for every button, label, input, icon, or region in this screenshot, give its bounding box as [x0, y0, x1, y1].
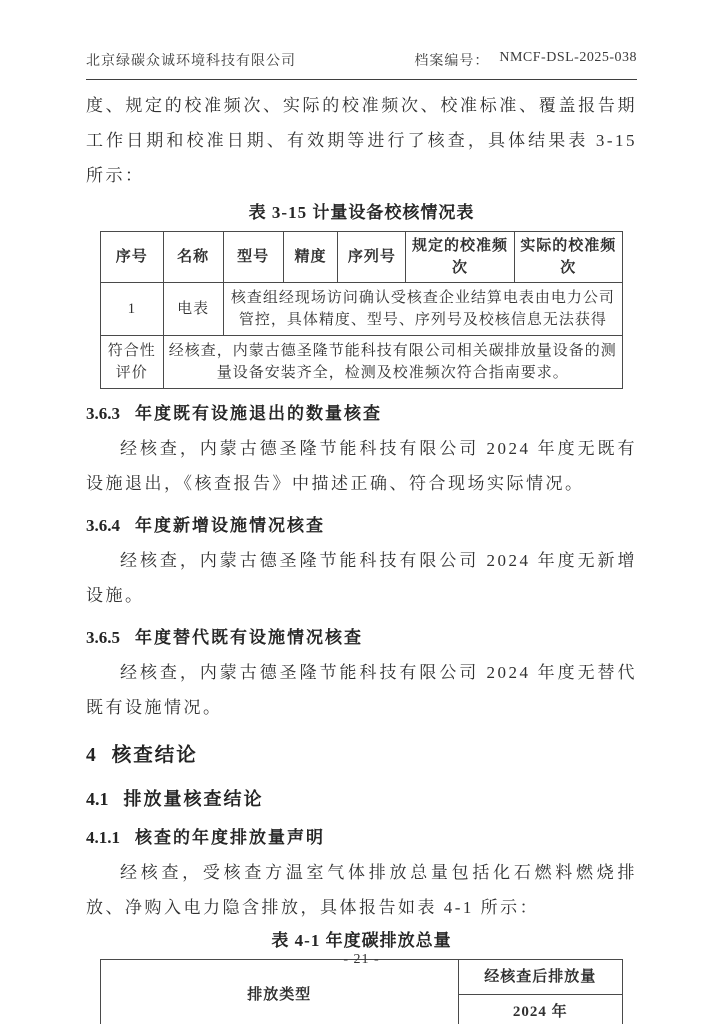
section-number: 3.6.3	[86, 404, 120, 423]
section-3-6-5-heading	[86, 623, 637, 653]
cell-conformity-label: 符合性评价	[101, 336, 164, 389]
archive-number-value: NMCF-DSL-2025-038	[499, 50, 637, 65]
section-4-1-1-heading	[86, 823, 637, 853]
section-3-6-3-heading	[86, 399, 637, 429]
archive-number	[414, 50, 637, 70]
page-number: - 21 -	[343, 952, 380, 967]
section-number: 3.6.4	[86, 516, 120, 535]
section-number: 4.1.1	[86, 828, 120, 847]
cell-note: 核查组经现场访问确认受核查企业结算电表由电力公司管控，具体精度、型号、序列号及校核信息无法获得	[223, 283, 622, 336]
archive-number-label: 档案编号：	[414, 54, 490, 69]
col-header-serial: 序列号	[338, 232, 406, 283]
cell-seq: 1	[101, 283, 164, 336]
document-body	[0, 88, 723, 1024]
table-row	[101, 336, 623, 389]
company-name: 北京绿碳众诚环境科技有限公司	[86, 54, 296, 69]
section-3-6-5-body: 经核查，内蒙古德圣隆节能科技有限公司 2024 年度无替代既有设施情况。	[86, 663, 637, 717]
section-4-1-heading	[86, 783, 637, 815]
section-title: 核查的年度排放量声明	[135, 828, 325, 847]
section-3-6-3-body: 经核查，内蒙古德圣隆节能科技有限公司 2024 年度无既有设施退出，《核查报告》中描述正确、符合现场实际情况。	[86, 439, 637, 493]
col-header-actual-freq: 实际的校准频次	[514, 232, 622, 283]
table-3-15-header-row	[101, 232, 623, 283]
table-3-15-title: 表 3-15 计量设备校核情况表	[248, 203, 475, 222]
verified-emission-header: 经核查后排放量	[458, 960, 622, 995]
col-header-required-freq: 规定的校准频次	[406, 232, 514, 283]
table-4-1-title: 表 4-1 年度碳排放总量	[271, 931, 452, 950]
chapter-4-heading	[86, 739, 637, 773]
col-header-seq: 序号	[101, 232, 164, 283]
col-header-name: 名称	[163, 232, 223, 283]
section-3-6-4-heading	[86, 511, 637, 541]
table-row	[101, 283, 623, 336]
col-header-model: 型号	[223, 232, 283, 283]
intro-paragraph: 度、规定的校准频次、实际的校准频次、校准标准、覆盖报告期工作日期和校准日期、有效期等进行了核查，具体结果表 3-15 所示：	[86, 96, 637, 185]
page-footer	[0, 952, 723, 968]
emission-type-header: 排放类型	[101, 960, 459, 1024]
section-title: 年度替代既有设施情况核查	[135, 628, 363, 647]
chapter-title: 核查结论	[111, 745, 198, 766]
section-number: 3.6.5	[86, 628, 120, 647]
section-title: 年度新增设施情况核查	[135, 516, 325, 535]
page-header	[86, 50, 637, 80]
section-title: 年度既有设施退出的数量核查	[135, 404, 382, 423]
cell-name: 电表	[163, 283, 223, 336]
section-3-6-4-body: 经核查，内蒙古德圣隆节能科技有限公司 2024 年度无新增设施。	[86, 551, 637, 605]
section-4-1-1-body: 经核查，受核查方温室气体排放总量包括化石燃料燃烧排放、净购入电力隐含排放，具体报告如表 4-1 所示：	[86, 863, 637, 917]
section-number: 4.1	[86, 789, 109, 809]
year-header: 2024 年	[458, 995, 622, 1024]
section-title: 排放量核查结论	[123, 789, 264, 809]
col-header-accuracy: 精度	[283, 232, 338, 283]
cell-conformity-note: 经核查，内蒙古德圣隆节能科技有限公司相关碳排放量设备的测量设备安装齐全，检测及校准频次符合指南要求。	[163, 336, 622, 389]
measurement-device-table	[100, 231, 623, 389]
chapter-number: 4	[86, 745, 96, 766]
annual-emission-table	[100, 959, 623, 1024]
